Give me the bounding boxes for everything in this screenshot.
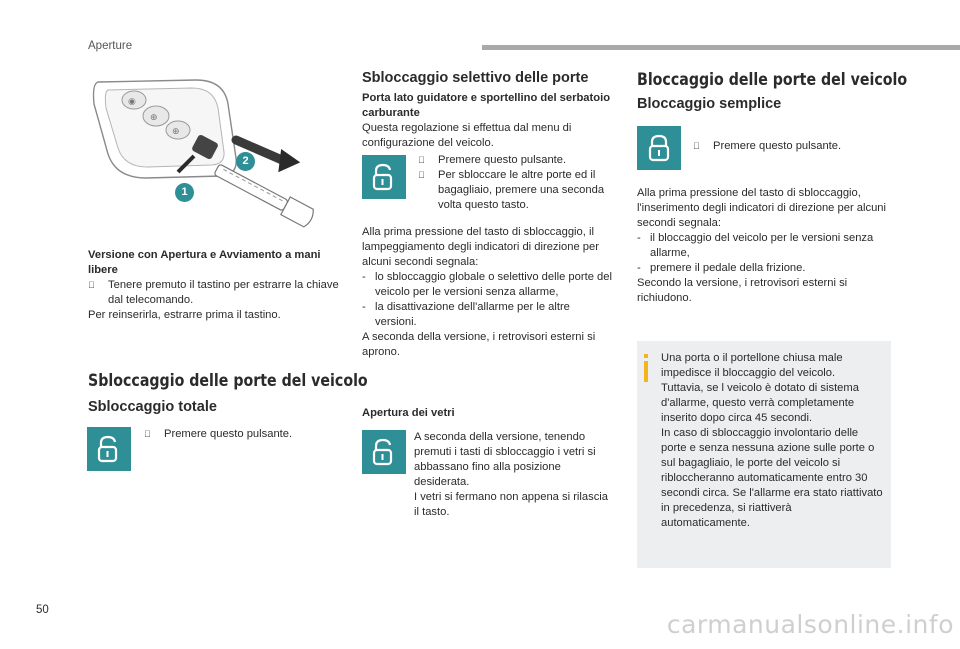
svg-text:⊕: ⊕ [150, 113, 158, 123]
signal-item-2: - la disattivazione dell'allarme per le altre versioni. [362, 301, 570, 328]
unlocking-section-title: Sbloccaggio delle porte del veicolo [88, 371, 368, 390]
lock-signal-item-1: - il bloccaggio del veicolo per le versioni senza allarme, [637, 232, 874, 259]
mirrors-note: A seconda della versione, i retrovisori esterni si aprono. [362, 331, 596, 358]
key-fob-illustration [86, 74, 336, 234]
svg-text:⊕: ⊕ [172, 127, 180, 137]
simple-locking-subtitle: Bloccaggio semplice [637, 96, 782, 112]
locking-section-title: Bloccaggio delle porte del veicolo [637, 70, 908, 89]
svg-text:◉: ◉ [128, 97, 136, 107]
total-unlocking-subtitle: Sbloccaggio totale [88, 399, 217, 415]
selective-unlocking-title: Sbloccaggio selettivo delle porte [362, 70, 589, 86]
info-box [637, 341, 891, 568]
mirrors-fold-note: Secondo la versione, i retrovisori esterni si richiudono. [637, 277, 848, 304]
callout-1: 1 [175, 183, 194, 202]
reinsert-note: Per reinserirla, estrarre prima il tastino. [88, 309, 281, 321]
info-icon [644, 354, 648, 382]
lock-signal-item-2: - premere il pedale della frizione. [637, 262, 806, 274]
info-text-3: In caso di sbloccaggio involontario delle porte e senza nessuna azione sulle porte o sul bagagliaio, le porte del veicolo si ribloccheranno automaticamente entro 30 secondi circa. Se l'allarme era stato riattivato in precedenza, si riattiverà automaticamente. [661, 427, 883, 529]
page-number: 50 [36, 604, 49, 616]
section-header: Aperture [88, 40, 133, 52]
lock-button-icon [637, 126, 681, 170]
unlock-button-icon [87, 427, 131, 471]
header-divider [482, 45, 960, 50]
lock-action: Premere questo pulsante. [713, 140, 842, 152]
info-text-1: Una porta o il portellone chiusa male impedisce il bloccaggio del veicolo. [661, 352, 843, 379]
selective-unlock-button-icon [362, 155, 406, 199]
total-unlock-action: Premere questo pulsante. [164, 428, 293, 440]
signal-paragraph: Alla prima pressione del tasto di sbloccaggio, il lampeggiamento degli indicatori di direzione per alcuni secondi segnala: [362, 226, 599, 268]
extract-key-instruction: Tenere premuto il tastino per estrarre la chiave dal telecomando. [108, 279, 339, 306]
hands-free-subtitle: Versione con Apertura e Avviamento a mani libere [88, 249, 321, 276]
selective-step-2: Per sbloccare le altre porte ed il bagagliaio, premere una seconda volta questo tasto. [438, 169, 605, 211]
windows-stop-note: I vetri si fermano non appena si rilascia il tasto. [414, 491, 609, 518]
lock-signal-paragraph: Alla prima pressione del tasto di sbloccaggio, l'inserimento degli indicatori di direzione per alcuni secondi segnala: [637, 187, 887, 229]
selective-step-1: Premere questo pulsante. [438, 154, 567, 166]
windows-instruction: A seconda della versione, tenendo premuti i tasti di sbloccaggio i vetri si abbassano fino alla posizione desiderata. [414, 431, 596, 488]
windows-opening-title: Apertura dei vetri [362, 407, 455, 419]
config-intro: Questa regolazione si effettua dal menu di configurazione del veicolo. [362, 122, 572, 149]
info-text-2: Tuttavia, se l veicolo è dotato di sistema d'allarme, questo verrà completamente inserito dopo circa 45 secondi. [661, 382, 859, 424]
callout-2: 2 [236, 152, 255, 171]
watermark: carmanualsonline.info [666, 610, 954, 639]
driver-door-subtitle: Porta lato guidatore e sportellino del serbatoio carburante [362, 92, 611, 119]
signal-item-1: - lo sbloccaggio globale o selettivo delle porte del veicolo per le versioni senza allarme, [362, 271, 612, 298]
windows-unlock-button-icon [362, 430, 406, 474]
